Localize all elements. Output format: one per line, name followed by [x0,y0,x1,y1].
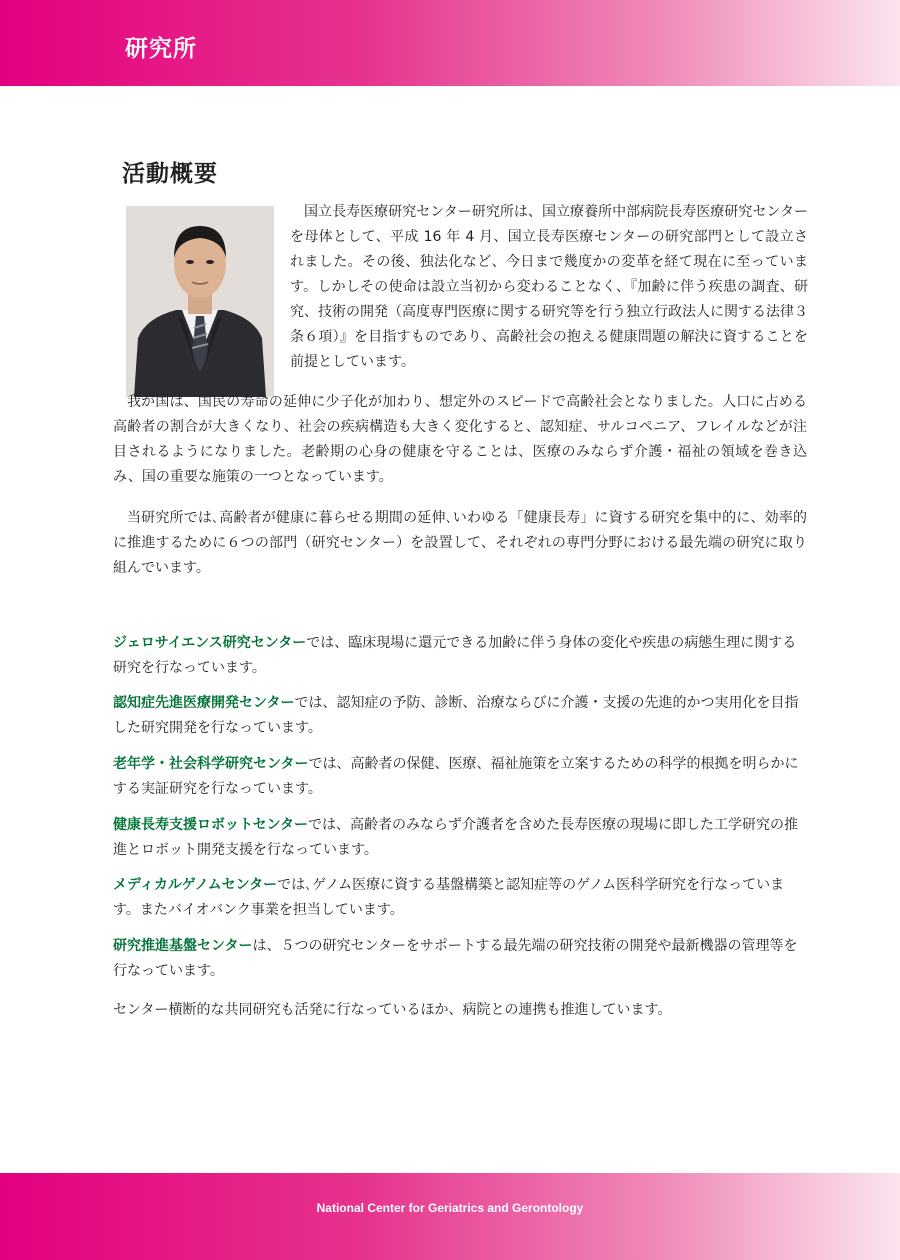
intro-paragraph-1: 国立長寿医療研究センター研究所は、国立療養所中部病院長寿医療研究センターを母体として、平成 16 年 4 月、国立長寿医療センターの研究部門として設立されました。その後、独法化など、今日まで幾度かの変革を経て現在に至っています。しかしその使命は設立当初から変わることなく、『加齢に伴う疾患の調査、研究、技術の開発（高度専門医療に関する研究等を行う独立行政法人に関する法律３条６項）』を目指すものであり、高齢社会の抱える健康問題の解決に資することを前提としています。 [290,204,808,370]
center-text: では､ゲノム医療に資する基盤構築と認知症等のゲノム医科学研究を行なっています。またバイオバンク事業を担当しています。 [113,877,785,918]
center-name: 健康長寿支援ロボットセンター [113,817,309,833]
section-heading: 活動概要 [122,161,218,187]
center-description [113,691,807,741]
intro-paragraph-2: 我が国は、国民の寿命の延伸に少子化が加わり、想定外のスピードで高齢社会となりました。人口に占める高齢者の割合が大きくなり、社会の疾病構造も大きく変化すると、認知症、サルコペニア、フレイルなどが注目されるようになりました。老齢期の心身の健康を守ることは、医療のみならず介護・福祉の領域を巻き込み、国の重要な施策の一つとなっています。 [113,394,807,485]
center-name: 研究推進基盤センター [113,938,253,954]
intro-paragraph-3: 当研究所では､高齢者が健康に暮らせる期間の延伸､いわゆる「健康長寿」に資する研究を集中的に、効率的に推進するために６つの部門（研究センター）を設置して、それぞれの専門分野における最先端の研究に取り組んでいます。 [113,510,807,576]
center-text: では、高齢者のみならず介護者を含めた長寿医療の現場に即した工学研究の推進とロボット開発支援を行なっています。 [113,817,799,858]
center-name: ジェロサイエンス研究センター [113,635,307,651]
center-text: では、認知症の予防、診断、治療ならびに介護・支援の先進的かつ実用化を目指した研究開発を行なっています。 [113,695,799,736]
center-description [113,631,807,681]
page-title: 研究所 [125,36,197,62]
center-text: では、高齢者の保健、医療、福祉施策を立案するための科学的根拠を明らかにする実証研究を行なっています。 [113,756,799,797]
director-portrait [126,206,274,397]
center-description [113,813,807,863]
center-text: では、臨床現場に還元できる加齢に伴う身体の変化や疾患の病態生理に関する研究を行なっています。 [113,635,797,676]
portrait-image [126,206,274,397]
footer-bar [0,1173,900,1260]
center-description [113,934,807,984]
center-description [113,752,807,802]
footer-organization-name: National Center for Geriatrics and Gerontology [316,1201,584,1215]
center-name: 認知症先進医療開発センター [113,695,295,711]
closing-paragraph: センター横断的な共同研究も活発に行なっているほか、病院との連携も推進しています。 [113,1002,672,1018]
center-name: メディカルゲノムセンター [113,877,278,893]
center-name: 老年学・社会科学研究センター [113,756,309,772]
center-description [113,873,807,923]
center-text: は、５つの研究センターをサポートする最先端の研究技術の開発や最新機器の管理等を行なっています。 [113,938,798,979]
